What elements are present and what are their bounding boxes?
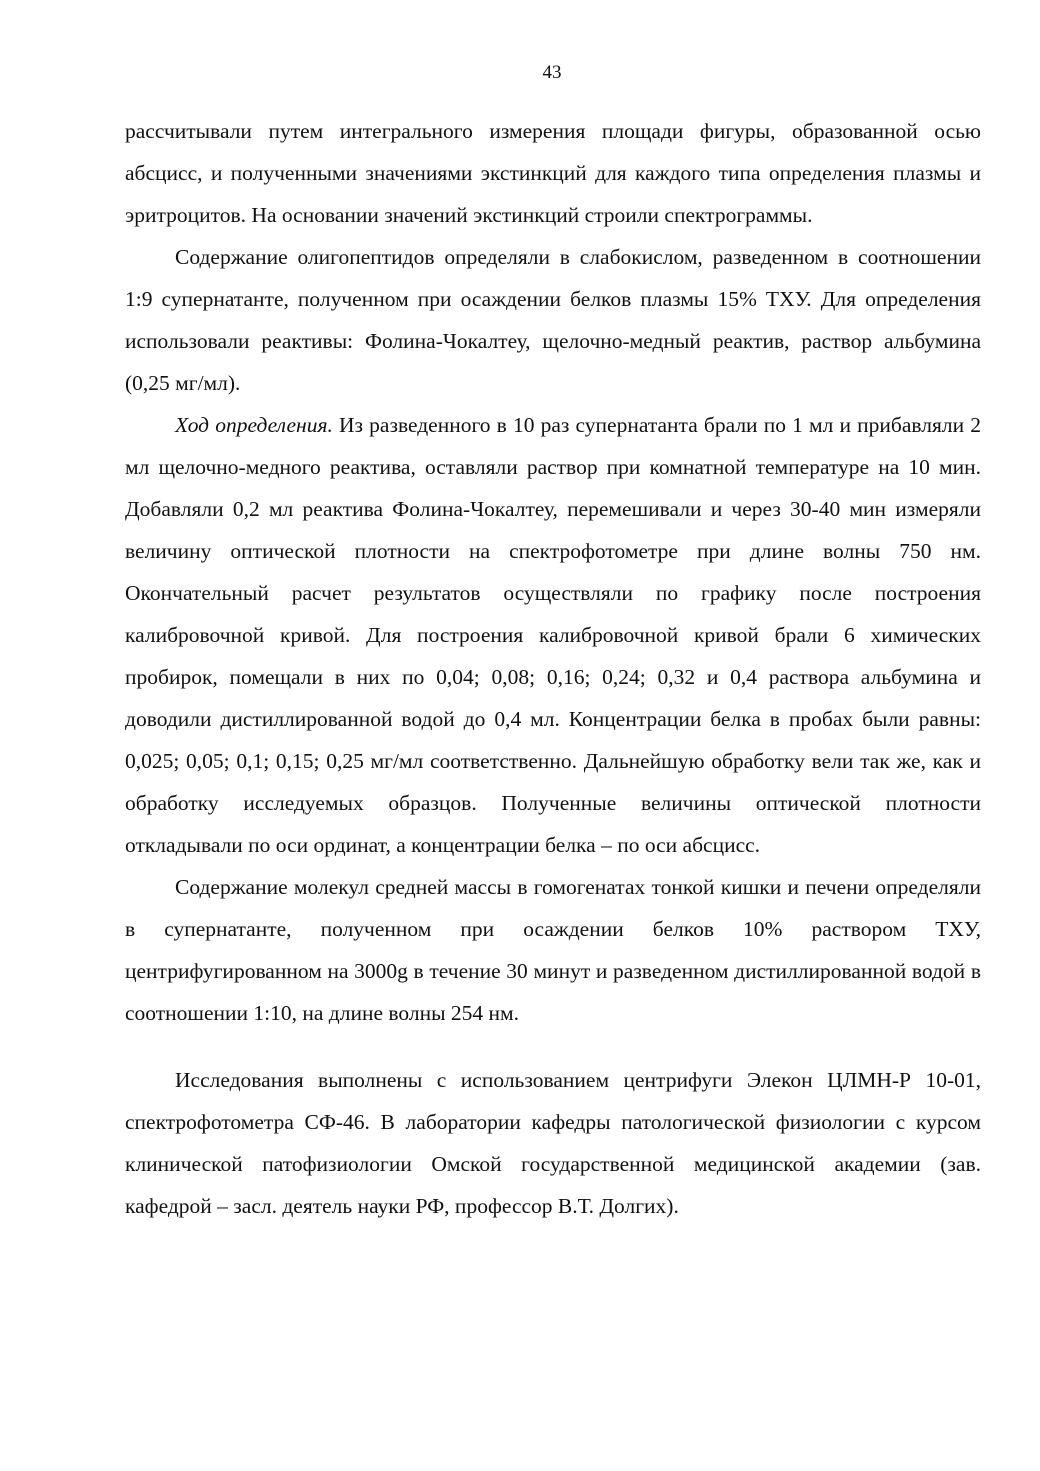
paragraph-medium-molecules: Содержание молекул средней массы в гомогенатах тонкой кишки и печени определяли в супернатанте, полученном при осаждении белков 10% раствором ТХУ, центрифугированном на 3000g в течение 30 минут и разведенном дистиллированной водой в соотношении 1:10, на длине волны 254 нм.	[125, 875, 981, 1025]
paragraph-continuation: рассчитывали путем интегрального измерения площади фигуры, образованной осью абсцисс, и полученными значениями экстинкций для каждого типа определения плазмы и эритроцитов. На основании значений экстинкций строили спектрограммы.	[125, 119, 981, 227]
procedure-text: Из разведенного в 10 раз супернатанта брали по 1 мл и прибавляли 2 мл щелочно-медного реактива, оставляли раствор при комнатной температуре на 10 мин. Добавляли 0,2 мл реактива Фолина-Чокалтеу, перемешивали и через 30-40 мин измеряли величину оптической плотности на спектрофотометре при длине волны 750 нм. Окончательный расчет результатов осуществляли по графику после построения калибровочной кривой. Для построения калибровочной кривой брали 6 химических пробирок, помещали в них по 0,04; 0,08; 0,16; 0,24; 0,32 и 0,4 раствора альбумина и доводили дистиллированной водой до 0,4 мл. Концентрации белка в пробах были равны: 0,025; 0,05; 0,1; 0,15; 0,25 мг/мл соответственно. Дальнейшую обработку вели так же, как и обработку исследуемых образцов. Полученные величины оптической плотности откладывали по оси ординат, а концентрации белка – по оси абсцисс.	[125, 413, 982, 857]
procedure-heading: Ход определения.	[175, 413, 333, 437]
paragraph-procedure	[125, 404, 981, 866]
page-number: 43	[542, 62, 562, 83]
paragraph-oligopeptides: Содержание олигопептидов определяли в слабокислом, разведенном в соотношении 1:9 супернатанте, полученном при осаждении белков плазмы 15% ТХУ. Для определения использовали реактивы: Фолина-Чокалтеу, щелочно-медный реактив, раствор альбумина (0,25 мг/мл).	[125, 245, 981, 395]
document-body	[125, 110, 981, 1227]
paragraph-equipment: Исследования выполнены с использованием центрифуги Элекон ЦЛМН-Р 10-01, спектрофотометра СФ-46. В лаборатории кафедры патологической физиологии с курсом клинической патофизиологии Омской государственной медицинской академии (зав. кафедрой – засл. деятель науки РФ, профессор В.Т. Долгих).	[125, 1068, 981, 1218]
